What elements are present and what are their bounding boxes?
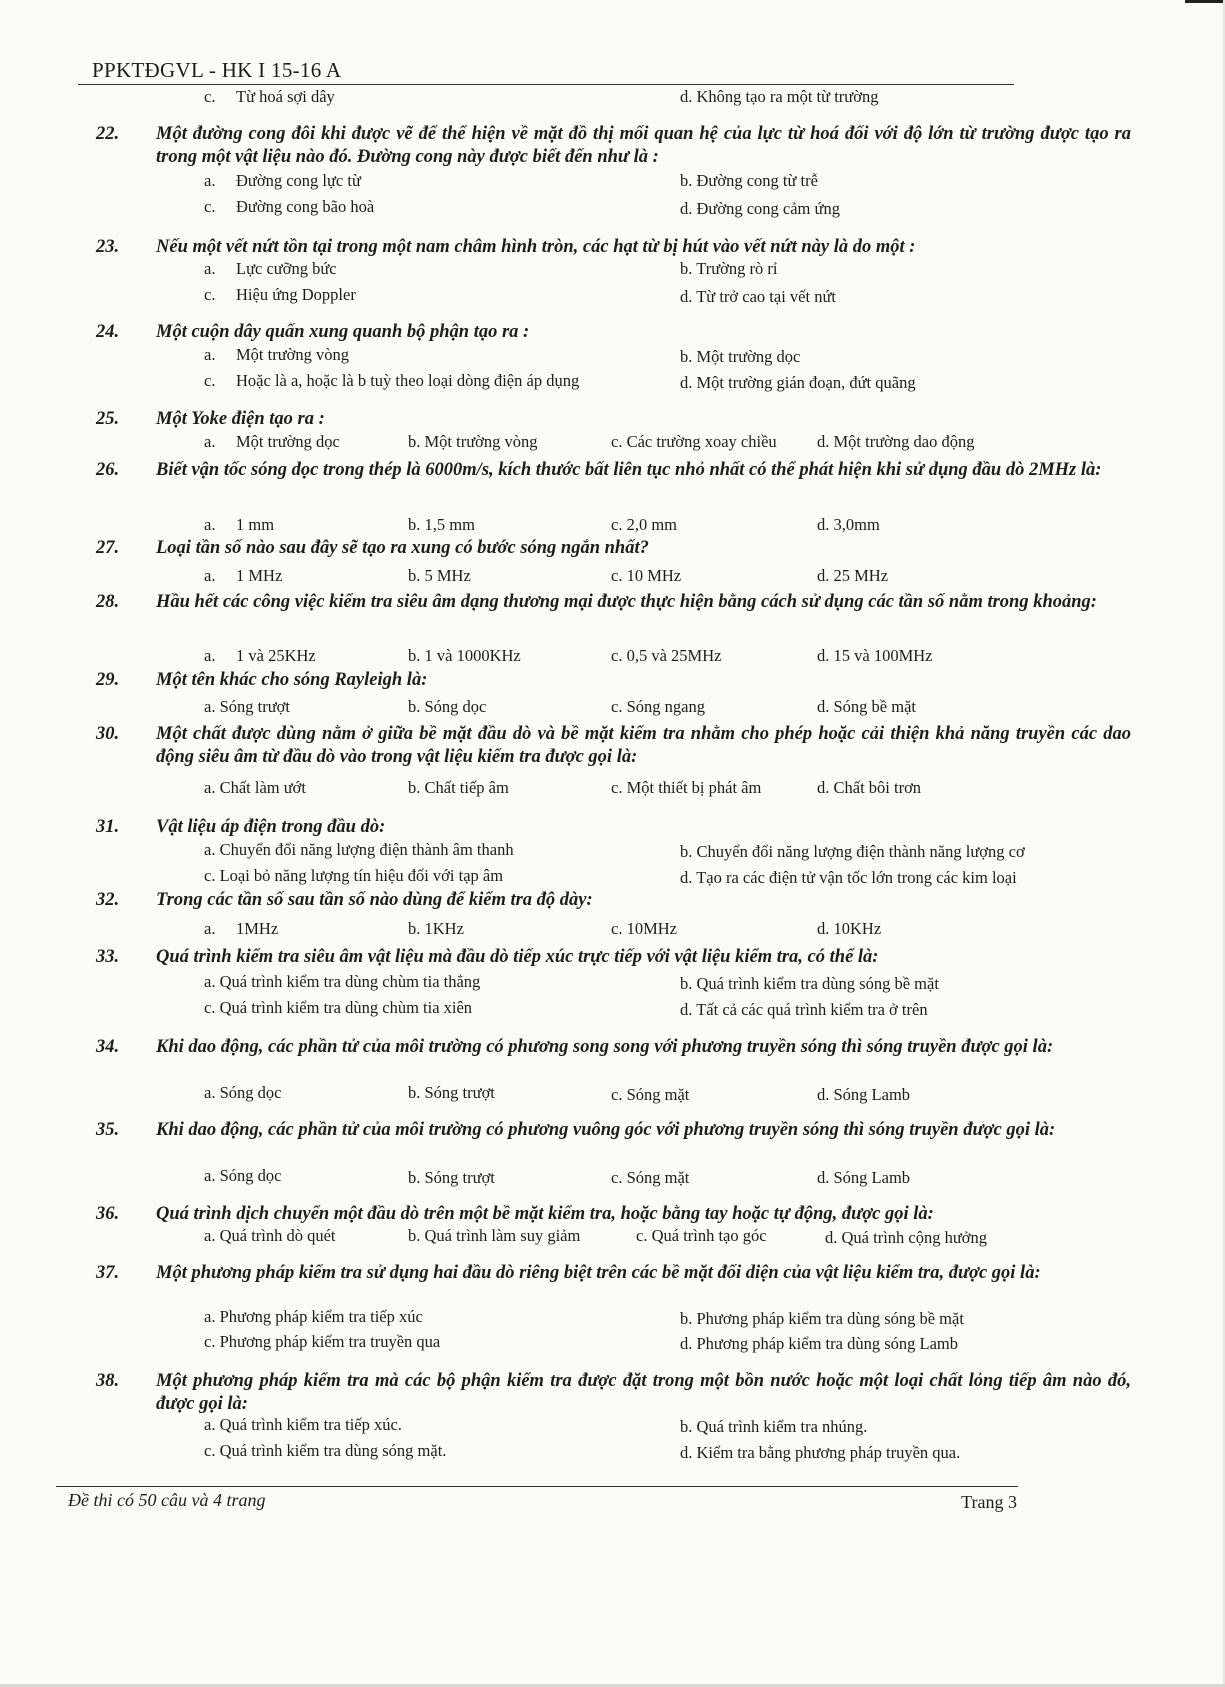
option-text: d. Quá trình cộng hưởng [825,1228,988,1247]
answer-option [204,565,282,587]
question-number: 37. [96,1263,120,1283]
answer-option [680,346,800,368]
option-text: c. Một thiết bị phát âm [611,778,762,797]
answer-option [408,645,521,667]
answer-option [817,1084,910,1106]
option-text: d. 10KHz [817,919,882,938]
question-stem [96,408,1131,431]
answer-option [204,997,472,1019]
answer-option [204,1414,402,1436]
question-text: Quá trình dịch chuyển một đầu dò trên một bề mặt kiểm tra, hoặc bằng tay hoặc tự động, được gọi là: [156,1204,934,1224]
answer-option [408,777,509,799]
option-text: c. 10 MHz [611,566,682,585]
option-text: b. Quá trình kiểm tra dùng sóng bề mặt [680,974,939,993]
option-text: b. Trường rò rỉ [680,259,778,278]
question-number: 30. [96,724,120,744]
option-letter: a. [204,432,216,451]
option-text: a. Chất làm ướt [204,778,306,797]
option-letter: c. [204,285,216,304]
answer-option [204,865,503,887]
question-text: Trong các tần số sau tần số nào dùng để kiểm tra độ dày: [156,890,593,910]
option-text: d. Tất cả các quá trình kiểm tra ở trên [680,1000,928,1019]
option-text: d. 15 và 100MHz [817,646,933,665]
question-stem [96,236,1131,259]
answer-option [204,1331,440,1353]
answer-option [204,1440,446,1462]
question-number: 27. [96,538,120,558]
answer-option [204,514,274,536]
answer-option [611,565,681,587]
answer-option [204,431,340,453]
option-text: d. Sóng bề mặt [817,697,916,716]
option-text: a. Quá trình dò quét [204,1226,336,1245]
question-text: Hầu hết các công việc kiểm tra siêu âm dạng thương mại được thực hiện bằng cách sử dụng các tần số nằm trong khoảng: [156,592,1097,612]
option-text: 1 và 25KHz [236,646,316,665]
question-number: 28. [96,592,120,612]
answer-option [204,971,480,993]
option-text: c. Sóng mặt [611,1085,690,1104]
question-text: Khi dao động, các phần tử của môi trường có phương vuông góc với phương truyền sóng thì sóng truyền được gọi là: [156,1120,1056,1140]
option-text: b. Một trường vòng [408,432,538,451]
answer-option [817,565,888,587]
option-text: b. Sóng trượt [408,1168,495,1187]
option-text: d. Từ trở cao tại vết nứt [680,287,836,306]
answer-option [611,918,677,940]
page-footer [56,1486,1018,1512]
answer-option [680,198,840,220]
question-text: Một tên khác cho sóng Rayleigh là: [156,670,428,690]
option-letter: c. [204,197,216,216]
answer-option [204,284,356,306]
option-text: c. Phương pháp kiểm tra truyền qua [204,1332,441,1351]
answer-option [817,777,921,799]
question-stem [96,1119,1131,1142]
answer-option [680,999,928,1021]
option-text: c. Quá trình kiểm tra dùng chùm tia xiên [204,998,473,1017]
question-number: 26. [96,460,120,480]
question-number: 32. [96,890,120,910]
answer-option [680,372,916,394]
question-stem [96,459,1131,482]
previous-question-options [0,86,1225,108]
option-text: c. Quá trình tạo góc [636,1226,767,1245]
answer-option [611,1084,689,1106]
question-text: Một chất được dùng nằm ở giữa bề mặt đầu dò và bề mặt kiểm tra nhằm cho phép hoặc cải thiện khả năng truyền các dao động siêu âm từ đầu dò vào trong vật liệu kiểm tra được gọi là: [156,724,1131,767]
option-text: a. Sóng trượt [204,697,290,716]
question-number: 33. [96,947,120,967]
answer-option [825,1227,987,1249]
option-text: Hoặc là a, hoặc là b tuỳ theo loại dòng điện áp dụng [236,371,580,390]
question-text: Loại tần số nào sau đây sẽ tạo ra xung có bước sóng ngắn nhất? [156,538,649,558]
answer-option [680,1333,958,1355]
answer-option [408,431,538,453]
question-stem [96,723,1131,769]
answer-option [204,344,349,366]
question-stem [96,1370,1131,1416]
option-text: a. Quá trình kiểm tra dùng chùm tia thẳng [204,972,481,991]
option-text: 1 mm [236,515,275,534]
answer-option [204,777,306,799]
question-stem [96,1036,1131,1059]
option-letter: a. [204,259,216,278]
option-text: b. Đường cong từ trễ [680,171,818,190]
answer-option [611,696,705,718]
answer-option [611,431,777,453]
option-letter: a. [204,919,216,938]
option-text: d. Tạo ra các điện tử vận tốc lớn trong các kim loại [680,868,1017,887]
answer-option [408,696,486,718]
answer-option [817,1167,910,1189]
answer-option [204,258,337,280]
answer-option [680,841,1025,863]
option-text: Hiệu ứng Doppler [236,285,356,304]
answer-option [204,196,374,218]
option-text: c. Sóng ngang [611,697,705,716]
answer-option [204,645,316,667]
page-number: Trang 3 [961,1492,1017,1512]
option-letter: a. [204,345,216,364]
answer-option [204,839,514,861]
answer-option [611,1167,689,1189]
question-stem [96,1262,1131,1285]
option-text: Một trường vòng [236,345,350,364]
option-text: b. Chất tiếp âm [408,778,509,797]
option-text: d. 25 MHz [817,566,889,585]
answer-option [204,1306,423,1328]
option-text: c. Sóng mặt [611,1168,690,1187]
question-number: 35. [96,1120,120,1140]
answer-option [611,777,761,799]
answer-option [204,170,361,192]
answer-option [817,645,932,667]
exam-code-title: PPKTĐGVL - HK I 15-16 A [92,58,342,82]
answer-option [204,918,278,940]
answer-option [408,514,475,536]
answer-option [817,918,881,940]
option-text: d. Phương pháp kiểm tra dùng sóng Lamb [680,1334,958,1353]
option-letter: a. [204,515,216,534]
option-text: c. 2,0 mm [611,515,677,534]
option-letter: a. [204,566,216,585]
answer-option [680,867,1017,889]
option-text: a. Sóng dọc [204,1083,282,1102]
answer-option [817,514,880,536]
answer-option [204,370,579,392]
option-letter: c. [204,371,216,390]
answer-option [636,1225,767,1247]
option-text: d. Sóng Lamb [817,1085,911,1104]
option-text: a. Chuyển đổi năng lượng điện thành âm thanh [204,840,514,859]
option-text: b. Quá trình kiểm tra nhúng. [680,1417,868,1436]
option-text: b. Sóng dọc [408,697,487,716]
option-text: b. Một trường dọc [680,347,801,366]
question-stem [96,889,1131,912]
option-text: b. 1 và 1000KHz [408,646,521,665]
option-text: Đường cong lực từ [236,171,361,190]
question-number: 23. [96,237,120,257]
option-text: d. Một trường dao động [817,432,975,451]
answer-option [680,286,836,308]
option-text: 1MHz [236,919,279,938]
option-text: d. Sóng Lamb [817,1168,911,1187]
option-text: b. 5 MHz [408,566,471,585]
answer-option [680,258,777,280]
answer-option [204,1165,281,1187]
question-text: Một Yoke điện tạo ra : [156,409,325,429]
exam-info-note: Đề thi có 50 câu và 4 trang [68,1490,266,1510]
answer-option [408,1082,495,1104]
answer-option [680,1416,867,1438]
page-header [78,56,1014,85]
option-text: b. 1,5 mm [408,515,475,534]
option-letter: a. [204,646,216,665]
answer-option [611,514,677,536]
option-text: c. Quá trình kiểm tra dùng sóng mặt. [204,1441,447,1460]
answer-option [680,1308,964,1330]
option-text: d. Chất bôi trơn [817,778,922,797]
option-text: b. 1KHz [408,919,464,938]
option-text: c. 10MHz [611,919,677,938]
option-text: b. Quá trình làm suy giảm [408,1226,581,1245]
option-text: b. Phương pháp kiểm tra dùng sóng bề mặt [680,1309,964,1328]
option-text: d. 3,0mm [817,515,880,534]
question-text: Quá trình kiểm tra siêu âm vật liệu mà đầu dò tiếp xúc trực tiếp với vật liệu kiểm tra, có thể là: [156,947,879,967]
answer-option [611,645,721,667]
question-stem [96,816,1131,839]
question-text: Biết vận tốc sóng dọc trong thép là 6000m/s, kích thước bất liên tục nhỏ nhất có thể phát hiện khi sử dụng đầu dò 2MHz là: [156,460,1102,480]
option-text: d. Kiểm tra bằng phương pháp truyền qua. [680,1443,961,1462]
question-text: Một đường cong đôi khi được vẽ để thể hiện về mặt đồ thị mối quan hệ của lực từ hoá đối với độ lớn từ trường được tạo ra trong một vật liệu nào đó. Đường cong này được biết đến như là : [156,124,1131,167]
question-text: Một phương pháp kiểm tra mà các bộ phận kiểm tra được đặt trong một bồn nước hoặc một loại chất lỏng tiếp âm nào đó, được gọi là: [156,1371,1131,1414]
question-number: 38. [96,1371,120,1391]
option-text: a. Phương pháp kiểm tra tiếp xúc [204,1307,423,1326]
option-text: 1 MHz [236,566,283,585]
option-text: c. Loại bỏ năng lượng tín hiệu đối với tạp âm [204,866,504,885]
question-number: 22. [96,124,120,144]
option-text: a. Quá trình kiểm tra tiếp xúc. [204,1415,402,1434]
answer-option [204,1082,281,1104]
option: c. Từ hoá sợi dây [204,87,335,106]
answer-option [408,1225,580,1247]
question-text: Một cuộn dây quấn xung quanh bộ phận tạo ra : [156,322,530,342]
option-text: c. Các trường xoay chiều [611,432,777,451]
question-stem [96,669,1131,692]
option-text: d. Đường cong cảm ứng [680,199,840,218]
answer-option [408,1167,495,1189]
option-text: Đường cong bão hoà [236,197,375,216]
question-text: Khi dao động, các phần tử của môi trường có phương song song với phương truyền sóng thì sóng truyền được gọi là: [156,1037,1054,1057]
option-text: d. Một trường gián đoạn, đứt quãng [680,373,916,392]
option-text: b. Sóng trượt [408,1083,495,1102]
scan-corner-mark [1185,0,1225,3]
answer-option [204,1225,336,1247]
question-stem [96,321,1131,344]
question-number: 24. [96,322,120,342]
answer-option [680,1442,960,1464]
answer-option [680,973,939,995]
question-number: 34. [96,1037,120,1057]
question-number: 31. [96,817,120,837]
answer-option [204,696,290,718]
option-text: c. 0,5 và 25MHz [611,646,722,665]
question-text: Nếu một vết nứt tồn tại trong một nam châm hình tròn, các hạt từ bị hút vào vết nứt này là do một : [156,237,916,257]
question-stem [96,591,1131,614]
option-text: b. Chuyển đổi năng lượng điện thành năng lượng cơ [680,842,1025,861]
option: d. Không tạo ra một từ trường [680,87,879,106]
option-letter: a. [204,171,216,190]
question-number: 36. [96,1204,120,1224]
question-stem [96,946,1131,969]
answer-option [408,565,471,587]
option-text: Một trường dọc [236,432,340,451]
option-text: Lực cưỡng bức [236,259,337,278]
answer-option [817,696,916,718]
question-stem [96,123,1131,169]
question-stem [96,1203,1131,1226]
question-text: Một phương pháp kiểm tra sử dụng hai đầu dò riêng biệt trên các bề mặt đối diện của vật liệu kiểm tra, được gọi là: [156,1263,1041,1283]
option-text: a. Sóng dọc [204,1166,282,1185]
answer-option [408,918,464,940]
question-text: Vật liệu áp điện trong đầu dò: [156,817,386,837]
answer-option [680,170,818,192]
question-number: 29. [96,670,120,690]
question-number: 25. [96,409,120,429]
question-stem [96,537,1131,560]
answer-option [817,431,974,453]
